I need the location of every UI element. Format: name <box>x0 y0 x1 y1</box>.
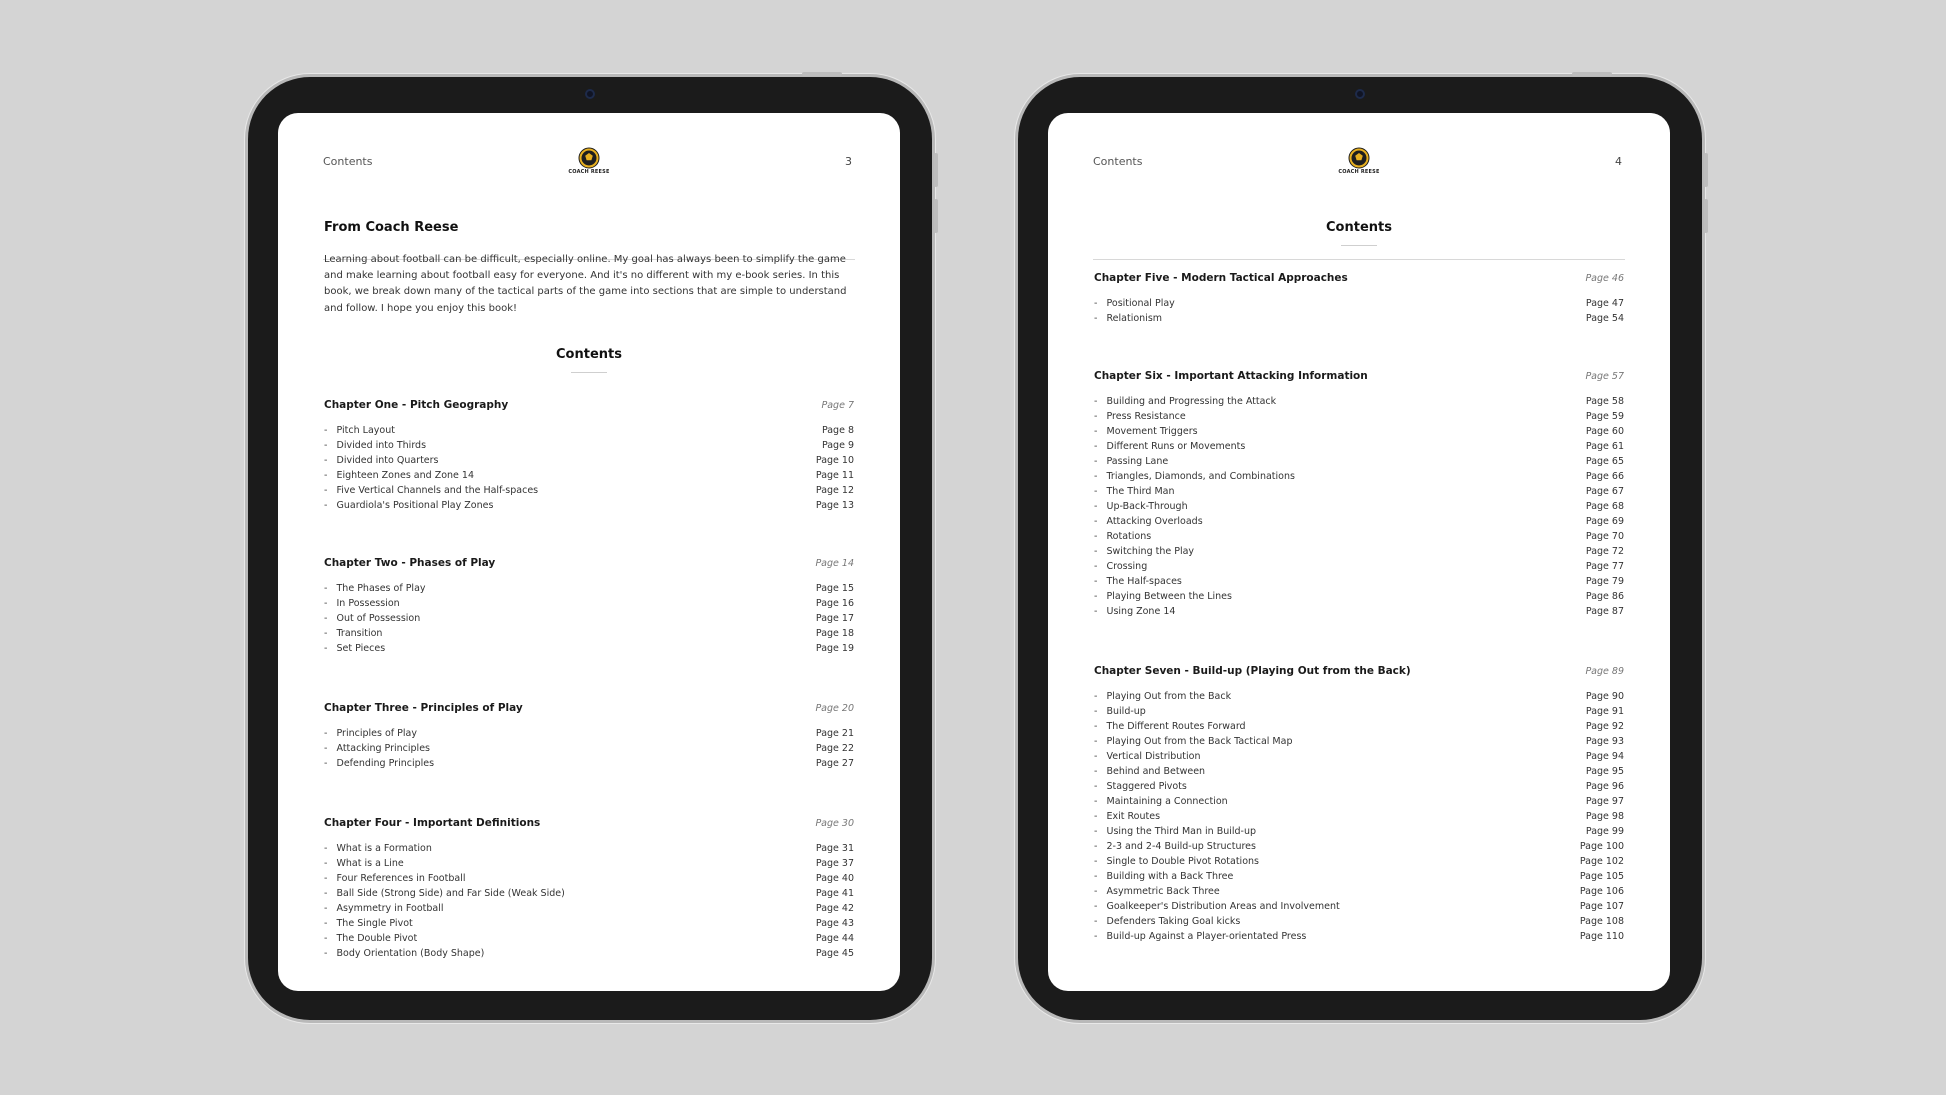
toc-entry-page: Page 72 <box>1585 546 1624 557</box>
toc-entry-label: - Build-up <box>1094 704 1146 719</box>
toc-entry-label: - Rotations <box>1094 529 1151 544</box>
toc-entry-label: - Attacking Overloads <box>1094 514 1203 529</box>
toc-entry-label: - What is a Formation <box>324 841 432 856</box>
chapter-title: Chapter Three - Principles of Play <box>324 701 523 714</box>
volume-button <box>934 153 938 187</box>
toc-entry-page: Page 15 <box>815 582 854 594</box>
logo-text: COACH REESE <box>1338 169 1380 175</box>
toc-entry[interactable] <box>1094 439 1624 454</box>
toc-entry[interactable] <box>1094 559 1624 574</box>
toc-entry-page: Page 31 <box>815 842 854 854</box>
chapter-heading[interactable] <box>1094 272 1624 286</box>
toc-entry-page: Page 97 <box>1585 796 1624 807</box>
toc-entry-page: Page 44 <box>815 932 854 944</box>
ebook-page-4[interactable] <box>1048 113 1670 991</box>
toc-entry-page: Page 21 <box>815 727 854 739</box>
toc-entry[interactable] <box>324 498 854 513</box>
toc-entry-page: Page 37 <box>815 857 854 869</box>
toc-entry-page: Page 8 <box>821 424 854 436</box>
toc-entry[interactable] <box>1094 499 1624 514</box>
toc-entry-page: Page 86 <box>1585 591 1624 602</box>
chapter-heading[interactable] <box>324 702 854 716</box>
toc-entry-page: Page 87 <box>1585 606 1624 617</box>
toc-entry-label: - Exit Routes <box>1094 809 1160 824</box>
soccer-ball-icon <box>578 147 600 169</box>
chapter-page-ref: Page 57 <box>1585 371 1624 382</box>
chapter-section <box>324 702 854 771</box>
toc-entry-label: - Single to Double Pivot Rotations <box>1094 854 1259 869</box>
toc-entry[interactable] <box>1094 296 1624 311</box>
toc-entry-page: Page 22 <box>815 742 854 754</box>
toc-entry-label: - Playing Out from the Back <box>1094 689 1231 704</box>
toc-entry-page: Page 67 <box>1585 486 1624 497</box>
toc-entry[interactable] <box>1094 311 1624 326</box>
toc-entry[interactable] <box>324 581 854 596</box>
toc-entry[interactable] <box>1094 424 1624 439</box>
toc-entry[interactable] <box>1094 689 1624 704</box>
toc-entry-page: Page 105 <box>1579 871 1624 882</box>
toc-entry-page: Page 108 <box>1579 916 1624 927</box>
toc-entry-label: - Positional Play <box>1094 296 1175 311</box>
toc-entry-label: - Asymmetric Back Three <box>1094 884 1220 899</box>
toc-entry-label: - Up-Back-Through <box>1094 499 1188 514</box>
toc-entry-label: - Playing Between the Lines <box>1094 589 1232 604</box>
logo-text: COACH REESE <box>568 169 610 175</box>
page-content <box>324 208 854 961</box>
toc-entry-page: Page 10 <box>815 454 854 466</box>
chapter-item-list <box>1094 394 1624 619</box>
chapter-section <box>324 817 854 961</box>
toc-entry-page: Page 47 <box>1585 298 1624 309</box>
chapter-page-ref: Page 14 <box>815 557 854 569</box>
toc-entry[interactable] <box>324 931 854 946</box>
chapter-item-list <box>324 423 854 513</box>
toc-heading: Contents <box>1326 220 1392 235</box>
toc-entry-label: - Out of Possession <box>324 611 420 626</box>
toc-entry[interactable] <box>1094 529 1624 544</box>
toc-entry-page: Page 42 <box>815 902 854 914</box>
toc-entry-label: - Using Zone 14 <box>1094 604 1175 619</box>
toc-entry[interactable] <box>1094 544 1624 559</box>
toc-entry[interactable] <box>1094 704 1624 719</box>
heading-divider <box>571 372 607 373</box>
toc-entry-label: - The Single Pivot <box>324 916 413 931</box>
chapter-section <box>324 557 854 656</box>
toc-entry[interactable] <box>324 626 854 641</box>
toc-entry-label: - The Third Man <box>1094 484 1174 499</box>
toc-heading: Contents <box>556 346 622 362</box>
toc-entry[interactable] <box>1094 749 1624 764</box>
toc-entry-label: - Attacking Principles <box>324 741 430 756</box>
toc-entry[interactable] <box>1094 469 1624 484</box>
toc-entry-page: Page 95 <box>1585 766 1624 777</box>
toc-entry-page: Page 92 <box>1585 721 1624 732</box>
toc-entry[interactable] <box>1094 454 1624 469</box>
toc-entry[interactable] <box>1094 794 1624 809</box>
chapter-heading[interactable] <box>1094 370 1624 384</box>
table-of-contents <box>1094 272 1624 944</box>
toc-entry-label: - Behind and Between <box>1094 764 1205 779</box>
toc-entry-page: Page 13 <box>815 499 854 511</box>
toc-entry-page: Page 18 <box>815 627 854 639</box>
toc-entry[interactable] <box>324 438 854 453</box>
toc-entry-page: Page 98 <box>1585 811 1624 822</box>
toc-entry-label: - Using the Third Man in Build-up <box>1094 824 1256 839</box>
toc-entry[interactable] <box>324 871 854 886</box>
toc-entry[interactable] <box>324 856 854 871</box>
ebook-page-3[interactable] <box>278 113 900 991</box>
toc-entry-label: - Build-up Against a Player-orientated Press <box>1094 929 1306 944</box>
toc-entry[interactable] <box>1094 929 1624 944</box>
tablet-right <box>1018 77 1702 1020</box>
toc-entry-page: Page 102 <box>1579 856 1624 867</box>
tablet-left <box>248 77 932 1020</box>
toc-entry-label: - Defenders Taking Goal kicks <box>1094 914 1240 929</box>
toc-entry-page: Page 59 <box>1585 411 1624 422</box>
toc-entry[interactable] <box>1094 779 1624 794</box>
toc-entry[interactable] <box>1094 764 1624 779</box>
toc-entry-page: Page 110 <box>1579 931 1624 942</box>
toc-entry-label: - Playing Out from the Back Tactical Map <box>1094 734 1292 749</box>
toc-entry-label: - Press Resistance <box>1094 409 1186 424</box>
toc-entry-page: Page 70 <box>1585 531 1624 542</box>
toc-entry[interactable] <box>1094 884 1624 899</box>
page-number: 4 <box>1615 155 1622 168</box>
toc-entry-page: Page 43 <box>815 917 854 929</box>
toc-entry-page: Page 17 <box>815 612 854 624</box>
toc-entry[interactable] <box>1094 604 1624 619</box>
chapter-page-ref: Page 30 <box>815 817 854 829</box>
toc-entry-page: Page 41 <box>815 887 854 899</box>
heading-divider <box>1341 245 1377 246</box>
toc-entry-page: Page 106 <box>1579 886 1624 897</box>
volume-button <box>1704 153 1708 187</box>
toc-entry[interactable] <box>324 886 854 901</box>
toc-entry-page: Page 65 <box>1585 456 1624 467</box>
toc-entry-label: - What is a Line <box>324 856 404 871</box>
toc-entry[interactable] <box>1094 409 1624 424</box>
toc-entry[interactable] <box>1094 734 1624 749</box>
toc-entry[interactable] <box>324 946 854 961</box>
toc-entry[interactable] <box>1094 589 1624 604</box>
intro-title: From Coach Reese <box>324 220 459 235</box>
front-camera <box>1355 89 1365 99</box>
coach-reese-logo <box>1337 147 1381 177</box>
toc-entry-page: Page 45 <box>815 947 854 959</box>
toc-entry-page: Page 40 <box>815 872 854 884</box>
toc-entry-page: Page 9 <box>821 439 854 451</box>
toc-entry-label: - Divided into Thirds <box>324 438 426 453</box>
toc-entry-page: Page 77 <box>1585 561 1624 572</box>
toc-entry-label: - Pitch Layout <box>324 423 395 438</box>
toc-entry[interactable] <box>1094 824 1624 839</box>
toc-entry[interactable] <box>324 453 854 468</box>
toc-entry-label: - Building and Progressing the Attack <box>1094 394 1276 409</box>
chapter-title: Chapter Four - Important Definitions <box>324 816 541 829</box>
toc-entry-page: Page 66 <box>1585 471 1624 482</box>
toc-entry[interactable] <box>1094 899 1624 914</box>
coach-reese-logo <box>567 147 611 177</box>
toc-entry-page: Page 90 <box>1585 691 1624 702</box>
chapter-item-list <box>324 581 854 656</box>
toc-entry[interactable] <box>324 483 854 498</box>
toc-entry-label: - The Different Routes Forward <box>1094 719 1246 734</box>
toc-entry-label: - Defending Principles <box>324 756 434 771</box>
toc-entry-page: Page 96 <box>1585 781 1624 792</box>
toc-entry-label: - Four References in Football <box>324 871 465 886</box>
toc-entry-label: - Staggered Pivots <box>1094 779 1187 794</box>
chapter-section <box>1094 665 1624 944</box>
toc-entry-page: Page 69 <box>1585 516 1624 527</box>
toc-entry-page: Page 16 <box>815 597 854 609</box>
toc-entry[interactable] <box>1094 869 1624 884</box>
chapter-title: Chapter One - Pitch Geography <box>324 398 509 411</box>
chapter-page-ref: Page 89 <box>1585 666 1624 677</box>
volume-button <box>934 199 938 233</box>
toc-entry-label: - Guardiola's Positional Play Zones <box>324 498 493 513</box>
chapter-page-ref: Page 20 <box>815 702 854 714</box>
toc-entry[interactable] <box>1094 514 1624 529</box>
toc-entry[interactable] <box>324 611 854 626</box>
chapter-heading[interactable] <box>1094 665 1624 679</box>
page-content <box>1094 208 1624 944</box>
toc-entry-page: Page 11 <box>815 469 854 481</box>
chapter-title: Chapter Seven - Build-up (Playing Out from the Back) <box>1094 665 1411 677</box>
toc-entry-page: Page 99 <box>1585 826 1624 837</box>
toc-entry-label: - Vertical Distribution <box>1094 749 1201 764</box>
toc-entry-page: Page 107 <box>1579 901 1624 912</box>
toc-entry[interactable] <box>1094 484 1624 499</box>
toc-entry[interactable] <box>324 468 854 483</box>
toc-entry[interactable] <box>324 756 854 771</box>
toc-entry-label: - Body Orientation (Body Shape) <box>324 946 484 961</box>
toc-entry-page: Page 60 <box>1585 426 1624 437</box>
toc-entry-label: - Divided into Quarters <box>324 453 439 468</box>
power-button <box>1572 72 1612 76</box>
toc-entry[interactable] <box>1094 574 1624 589</box>
toc-entry-label: - Passing Lane <box>1094 454 1168 469</box>
toc-entry[interactable] <box>1094 839 1624 854</box>
toc-entry-label: - Ball Side (Strong Side) and Far Side (Weak Side) <box>324 886 565 901</box>
toc-entry-label: - The Half-spaces <box>1094 574 1182 589</box>
toc-entry-label: - Transition <box>324 626 382 641</box>
chapter-title: Chapter Five - Modern Tactical Approaches <box>1094 272 1348 284</box>
intro-paragraph: Learning about football can be difficult, especially online. My goal has always been to simplify the game and make learning about football easy for everyone. And it's no different with my e-book series. In this book, we break down many of the tactical parts of the game into sections that are simple to understand and follow. I hope you enjoy this book! <box>324 254 847 314</box>
chapter-item-list <box>1094 296 1624 326</box>
toc-entry-page: Page 61 <box>1585 441 1624 452</box>
toc-entry-label: - Five Vertical Channels and the Half-spaces <box>324 483 538 498</box>
toc-entry[interactable] <box>1094 809 1624 824</box>
toc-entry-label: - Relationism <box>1094 311 1162 326</box>
chapter-section <box>1094 272 1624 326</box>
toc-entry[interactable] <box>324 741 854 756</box>
toc-entry-page: Page 79 <box>1585 576 1624 587</box>
toc-entry[interactable] <box>1094 394 1624 409</box>
toc-entry-page: Page 100 <box>1579 841 1624 852</box>
toc-entry[interactable] <box>324 901 854 916</box>
header-section-label: Contents <box>323 155 373 168</box>
toc-entry-page: Page 58 <box>1585 396 1624 407</box>
toc-entry-label: - Goalkeeper's Distribution Areas and Involvement <box>1094 899 1340 914</box>
toc-entry-label: - Set Pieces <box>324 641 385 656</box>
toc-entry[interactable] <box>324 641 854 656</box>
toc-entry[interactable] <box>1094 914 1624 929</box>
toc-entry-label: - In Possession <box>324 596 400 611</box>
chapter-title: Chapter Two - Phases of Play <box>324 556 496 569</box>
toc-entry[interactable] <box>324 916 854 931</box>
chapter-section <box>1094 370 1624 619</box>
toc-entry-label: - Principles of Play <box>324 726 417 741</box>
toc-entry-label: - The Double Pivot <box>324 931 417 946</box>
chapter-section <box>324 399 854 513</box>
toc-entry-label: - Crossing <box>1094 559 1147 574</box>
chapter-title: Chapter Six - Important Attacking Information <box>1094 370 1368 382</box>
toc-entry-label: - Switching the Play <box>1094 544 1194 559</box>
toc-entry[interactable] <box>1094 854 1624 869</box>
header-section-label: Contents <box>1093 155 1143 168</box>
toc-entry-page: Page 93 <box>1585 736 1624 747</box>
chapter-page-ref: Page 7 <box>821 399 854 411</box>
toc-entry-label: - 2-3 and 2-4 Build-up Structures <box>1094 839 1256 854</box>
toc-entry-label: - Asymmetry in Football <box>324 901 443 916</box>
toc-entry[interactable] <box>324 841 854 856</box>
toc-entry-page: Page 19 <box>815 642 854 654</box>
chapter-heading[interactable] <box>324 399 854 413</box>
toc-entry-label: - Triangles, Diamonds, and Combinations <box>1094 469 1295 484</box>
toc-entry-page: Page 94 <box>1585 751 1624 762</box>
toc-entry-label: - Movement Triggers <box>1094 424 1198 439</box>
toc-entry-label: - The Phases of Play <box>324 581 426 596</box>
power-button <box>802 72 842 76</box>
chapter-heading[interactable] <box>324 557 854 571</box>
chapter-item-list <box>324 726 854 771</box>
toc-entry-page: Page 27 <box>815 757 854 769</box>
toc-entry-page: Page 12 <box>815 484 854 496</box>
toc-entry-page: Page 68 <box>1585 501 1624 512</box>
toc-entry-page: Page 91 <box>1585 706 1624 717</box>
toc-entry-page: Page 54 <box>1585 313 1624 324</box>
chapter-item-list <box>324 841 854 961</box>
chapter-page-ref: Page 46 <box>1585 273 1624 284</box>
toc-entry-label: - Maintaining a Connection <box>1094 794 1228 809</box>
soccer-ball-icon <box>1348 147 1370 169</box>
toc-entry[interactable] <box>324 596 854 611</box>
toc-entry-label: - Eighteen Zones and Zone 14 <box>324 468 474 483</box>
toc-entry-label: - Different Runs or Movements <box>1094 439 1245 454</box>
toc-entry[interactable] <box>324 423 854 438</box>
toc-entry-label: - Building with a Back Three <box>1094 869 1233 884</box>
front-camera <box>585 89 595 99</box>
toc-entry[interactable] <box>324 726 854 741</box>
toc-entry[interactable] <box>1094 719 1624 734</box>
chapter-heading[interactable] <box>324 817 854 831</box>
page-number: 3 <box>845 155 852 168</box>
volume-button <box>1704 199 1708 233</box>
table-of-contents <box>324 399 854 961</box>
chapter-item-list <box>1094 689 1624 944</box>
